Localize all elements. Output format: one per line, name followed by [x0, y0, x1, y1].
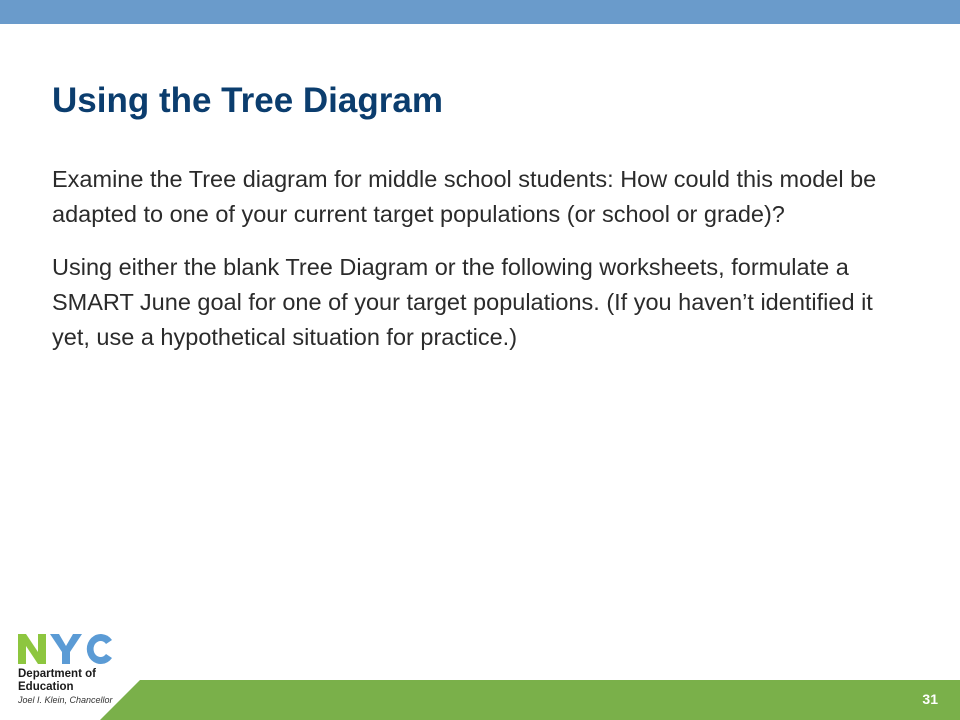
logo-text-chancellor: Joel I. Klein, Chancellor	[18, 695, 113, 705]
nyc-logo-mark	[16, 630, 116, 666]
slide-body	[52, 162, 902, 373]
paragraph-examine: Examine the Tree diagram for middle school students: How could this model be adapted to one of your current target populations (or school or grade)?	[52, 166, 877, 227]
logo-text-education: Education	[18, 681, 74, 693]
paragraph-formulate: Using either the blank Tree Diagram or the following worksheets, formulate a SMART June goal for one of your target populations. (If you haven’t identified it yet, use a hypothetical situation for practice.)	[52, 254, 873, 350]
bottom-accent-bar	[0, 680, 960, 720]
slide-title: Using the Tree Diagram	[52, 81, 443, 120]
logo-text-department: Department of	[18, 668, 96, 680]
top-accent-bar	[0, 0, 960, 24]
page-number: 31	[922, 691, 938, 707]
